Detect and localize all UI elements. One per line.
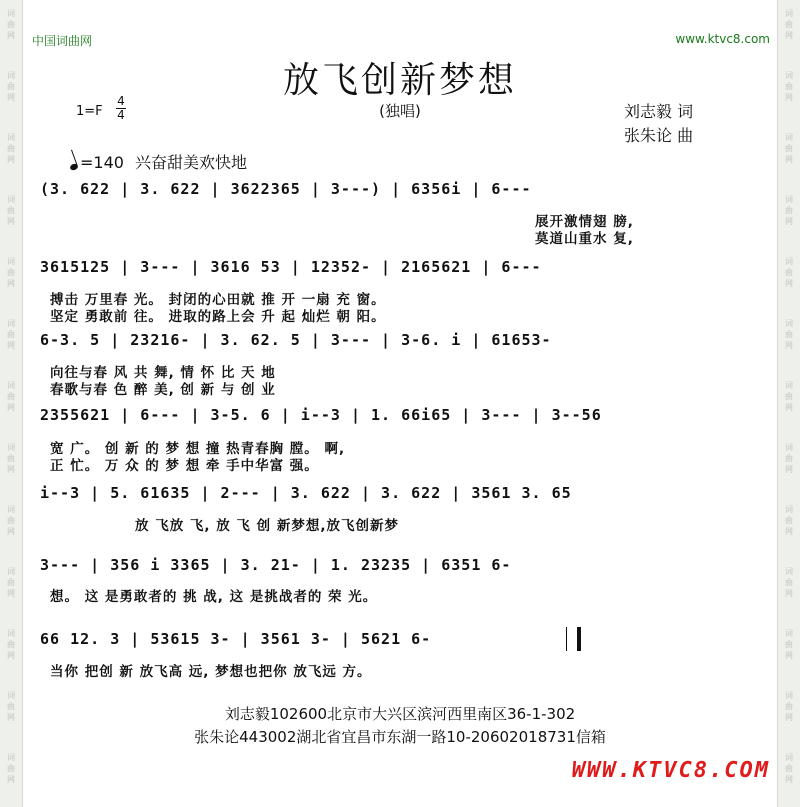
watermark-text: 词 曲 网 <box>7 257 15 288</box>
lyric-line: 当你 把创 新 放飞高 远, 梦想也把你 放飞远 方。 <box>50 664 372 680</box>
watermark-text: 词 曲 网 <box>7 319 15 350</box>
watermark-text: 词 曲 网 <box>7 443 15 474</box>
watermark-text: 词 曲 网 <box>785 133 793 164</box>
lyric-line: 莫道山重水 复, <box>535 231 634 247</box>
score-row: i--3 | 5. 61635 | 2--- | 3. 622 | 3. 622 | 3561 3. 65 <box>40 484 572 502</box>
final-barline <box>566 627 581 651</box>
score-row: 66 12. 3 | 53615 3- | 3561 3- | 5621 6- <box>40 630 432 648</box>
watermark-text: 词 曲 网 <box>785 257 793 288</box>
lyricist-credit: 刘志毅 词 <box>624 102 694 121</box>
watermark-text: 词 曲 网 <box>785 381 793 412</box>
watermark-text: 词 曲 网 <box>785 443 793 474</box>
lyric-line: 放 飞放 飞, 放 飞 创 新梦想,放飞创新梦 <box>135 518 399 534</box>
lyric-line: 宽 广。 创 新 的 梦 想 撞 热青春胸 膛。 啊, <box>50 441 346 457</box>
watermark-text: 词 曲 网 <box>785 567 793 598</box>
site-url[interactable]: www.ktvc8.com <box>675 32 770 46</box>
score-row: 3--- | 356 i 3365 | 3. 21- | 1. 23235 | 6351 6- <box>40 556 512 574</box>
song-subtitle: (独唱) <box>379 102 421 120</box>
expression-mark: 兴奋甜美欢快地 <box>135 153 248 172</box>
watermark-text: 词 曲 网 <box>785 195 793 226</box>
watermark-text: 词 曲 网 <box>7 381 15 412</box>
watermark-text: 词 曲 网 <box>785 71 793 102</box>
lyric-line: 春歌与春 色 醉 美, 创 新 与 创 业 <box>50 382 276 398</box>
watermark-text: 词 曲 网 <box>7 9 15 40</box>
watermark-text: 词 曲 网 <box>7 567 15 598</box>
tempo-marking <box>70 150 247 173</box>
watermark-text: 词 曲 网 <box>785 319 793 350</box>
watermark-text: 词 曲 网 <box>7 753 15 784</box>
watermark-text: 词 曲 网 <box>7 629 15 660</box>
watermark-text: 词 曲 网 <box>785 629 793 660</box>
watermark-text: 词 曲 网 <box>7 505 15 536</box>
song-title: 放飞创新梦想 <box>282 60 517 101</box>
address-composer: 张朱论443002湖北省宜昌市东湖一路10-20602018731信箱 <box>194 728 606 746</box>
time-top: 4 <box>117 94 125 108</box>
time-signature <box>116 95 126 122</box>
watermark-text: 词 曲 网 <box>785 9 793 40</box>
address-lyricist: 刘志毅102600北京市大兴区滨河西里南区36-1-302 <box>224 705 576 723</box>
site-logo[interactable]: WWW.KTVC8.COM <box>571 758 770 783</box>
watermark-text: 词 曲 网 <box>7 71 15 102</box>
lyric-line: 向往与春 风 共 舞, 情 怀 比 天 地 <box>50 365 276 381</box>
watermark-text: 词 曲 网 <box>7 133 15 164</box>
watermark-text: 词 曲 网 <box>7 691 15 722</box>
score-row: 6-3. 5 | 23216- | 3. 62. 5 | 3--- | 3-6. i | 61653- <box>40 331 552 349</box>
score-row: 2355621 | 6--- | 3-5. 6 | i--3 | 1. 66i65 | 3--- | 3--56 <box>40 406 602 424</box>
lyric-line: 正 忙。 万 众 的 梦 想 牵 手中华富 强。 <box>50 458 319 474</box>
site-name[interactable]: 中国词曲网 <box>32 34 93 48</box>
score-row: (3. 622 | 3. 622 | 3622365 | 3---) | 6356i | 6--- <box>40 180 532 198</box>
key-signature: 1=F <box>76 104 103 119</box>
watermark-text: 词 曲 网 <box>7 195 15 226</box>
watermark-text: 词 曲 网 <box>785 753 793 784</box>
tempo-value: =140 <box>80 153 124 172</box>
lyric-line: 展开激情翅 膀, <box>535 214 634 230</box>
time-bottom: 4 <box>117 108 125 122</box>
watermark-text: 词 曲 网 <box>785 505 793 536</box>
watermark-text: 词 曲 网 <box>785 691 793 722</box>
lyric-line: 搏击 万里春 光。 封闭的心田就 推 开 一扇 充 窗。 <box>50 292 386 308</box>
lyric-line: 想。 这 是勇敢者的 挑 战, 这 是挑战者的 荣 光。 <box>50 589 378 605</box>
quarter-note-icon <box>69 163 79 171</box>
score-row: 3615125 | 3--- | 3616 53 | 12352- | 2165621 | 6--- <box>40 258 542 276</box>
lyric-line: 坚定 勇敢前 往。 进取的路上会 升 起 灿烂 朝 阳。 <box>50 309 386 325</box>
composer-credit: 张朱论 曲 <box>624 126 694 145</box>
